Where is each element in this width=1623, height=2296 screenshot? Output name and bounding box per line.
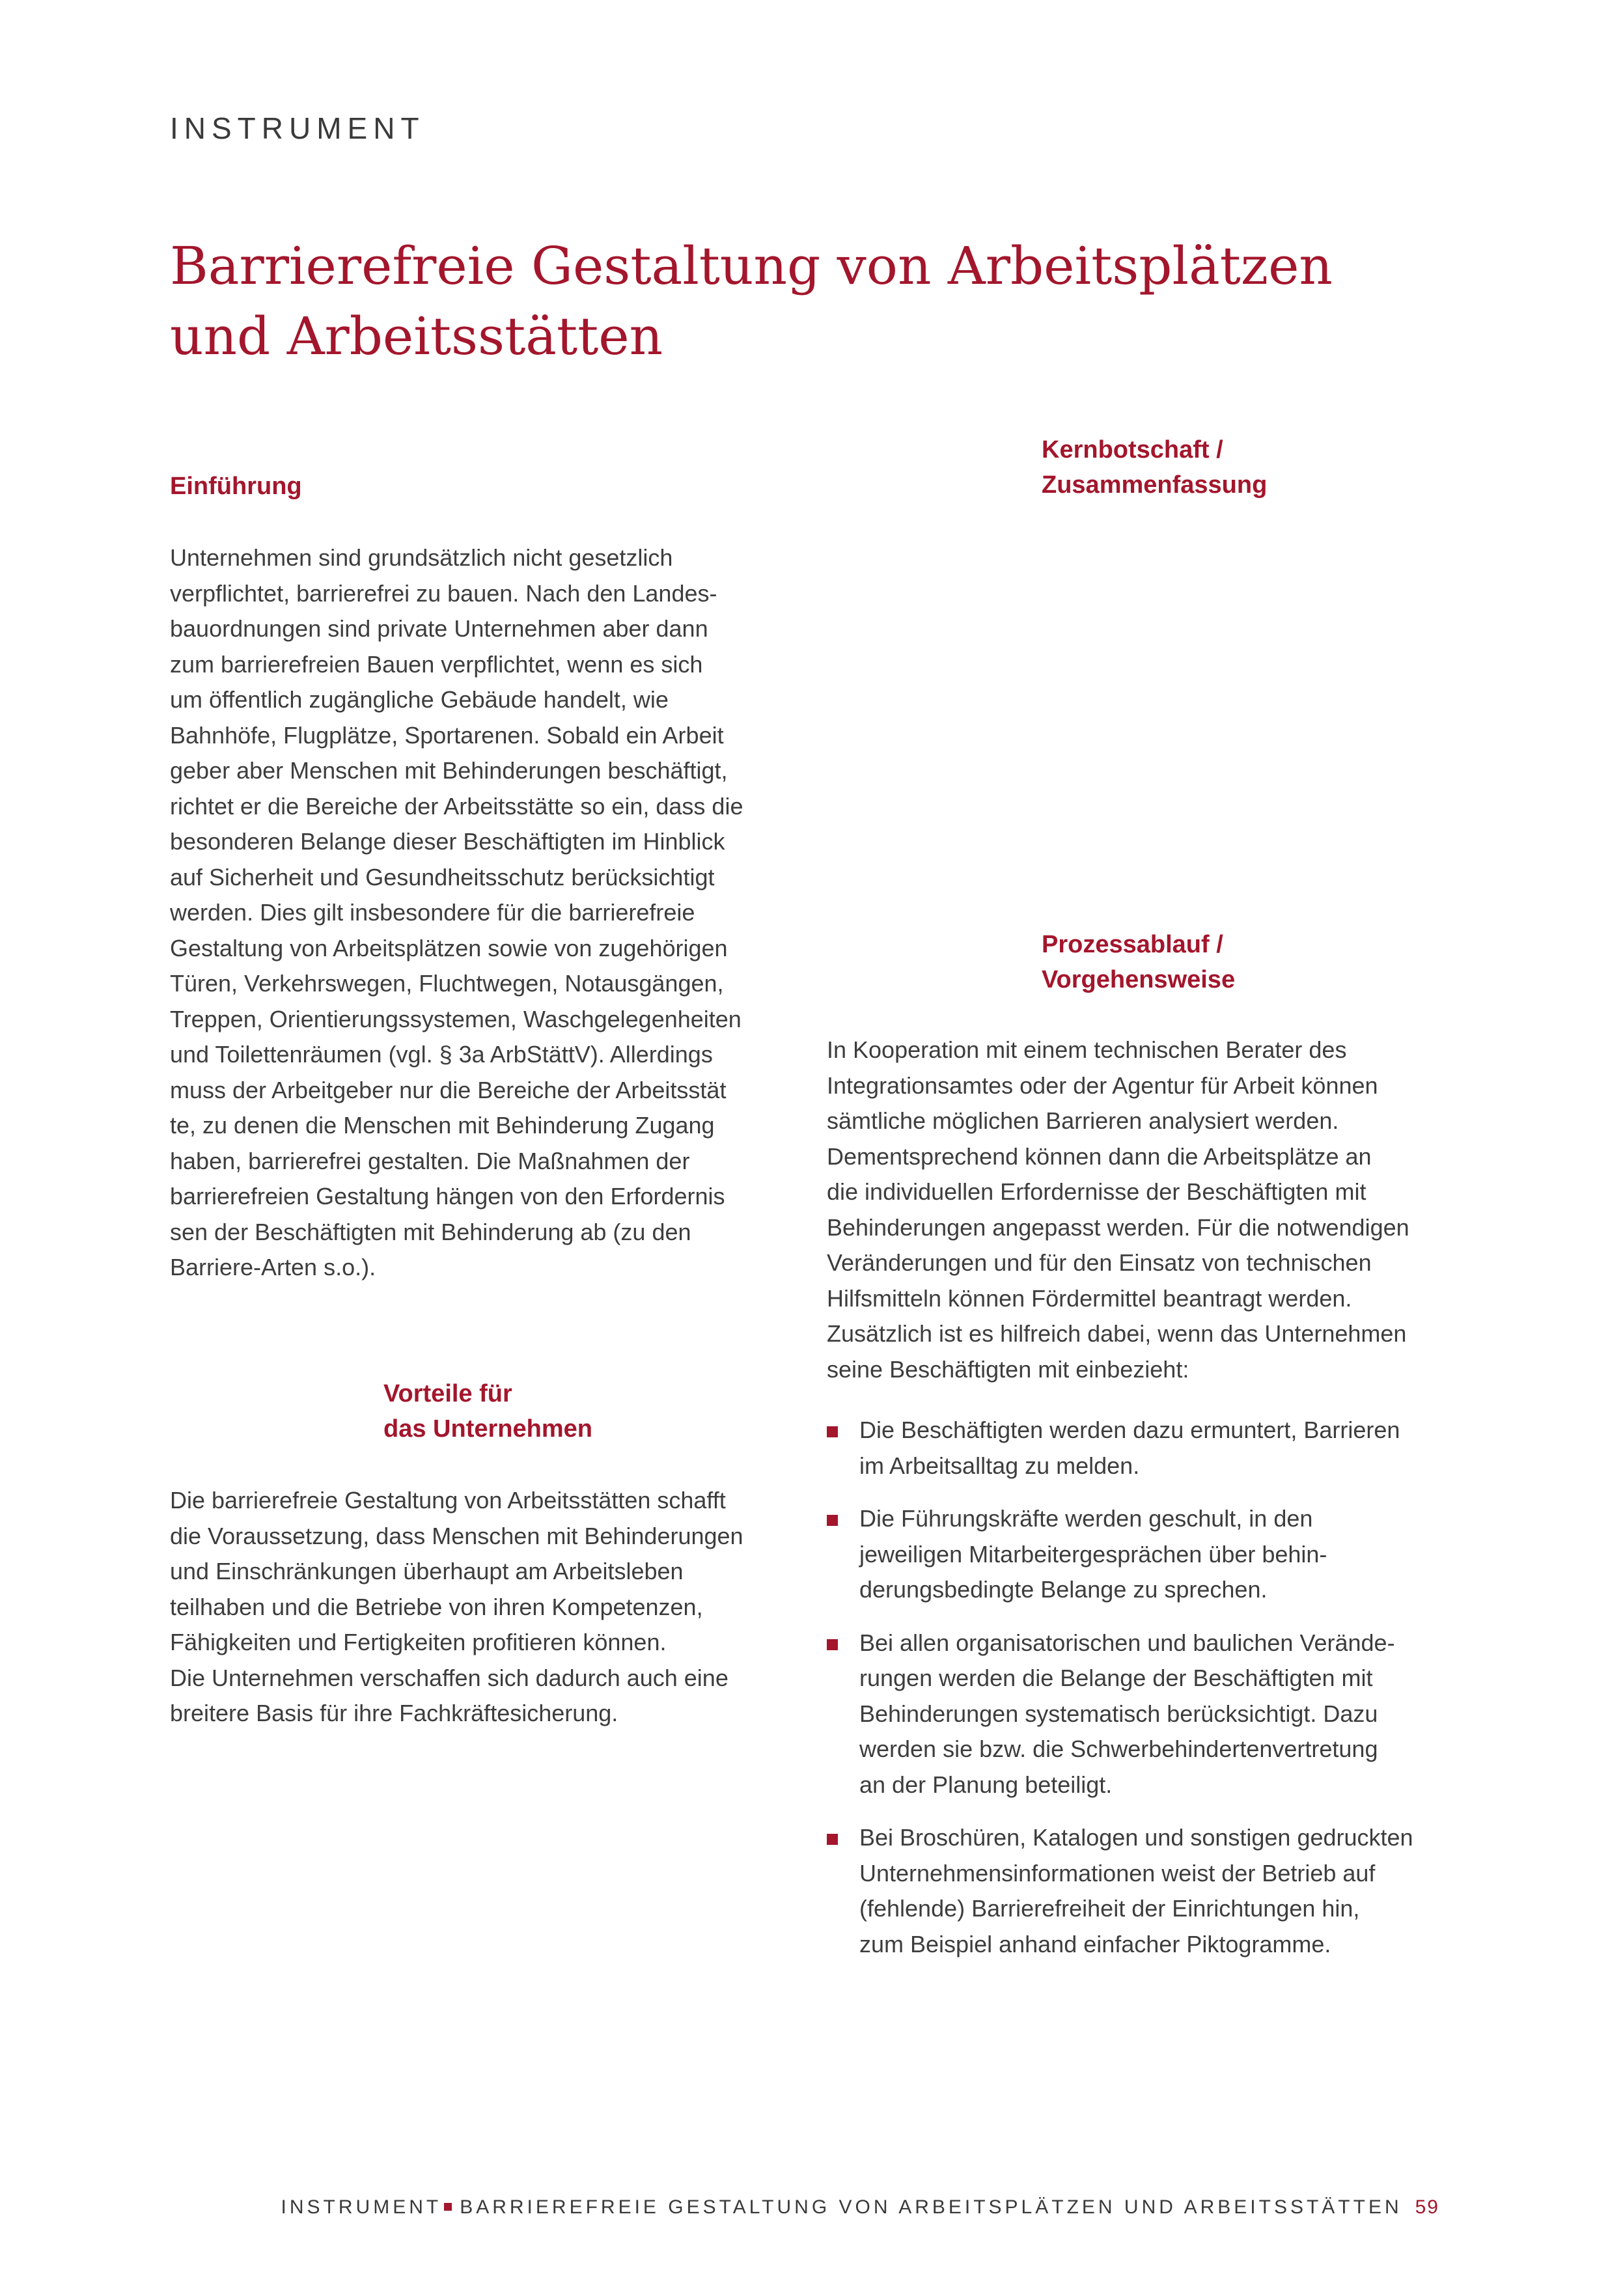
text-line: und Toilettenräumen (vgl. § 3a ArbStättV). Allerdings [170,1041,713,1068]
text-line: sen der Beschäftigten mit Behinderung ab (zu den [170,1218,691,1245]
core-message-heading-line: Kernbotschaft / [1042,436,1223,463]
text-line: Türen, Verkehrswegen, Fluchtwegen, Notausgängen, [170,970,724,997]
text-line: Bei allen organisatorischen und baulichen Verände- [859,1629,1395,1656]
text-line: zum Beispiel anhand einfacher Piktogramme. [859,1930,1331,1957]
text-line: Barriere-Arten s.o.). [170,1254,376,1280]
square-bullet-icon [827,1834,838,1845]
core-message-heading-line: Zusammenfassung [1042,471,1268,499]
text-line: werden. Dies gilt insbesondere für die barrierefreie [170,899,695,926]
text-line: bauordnungen sind private Unternehmen aber dann [170,615,708,642]
text-line: die Voraussetzung, dass Menschen mit Behinderungen [170,1522,743,1549]
text-line: werden sie bzw. die Schwerbehindertenvertretung [859,1736,1378,1762]
text-line: besonderen Belange dieser Beschäftigten im Hinblick [170,828,725,855]
text-line: Die Beschäftigten werden dazu ermuntert, Barrieren [859,1417,1400,1443]
text-line: verpflichtet, barrierefrei zu bauen. Nach den Landes- [170,579,717,607]
process-bullet-list [827,1413,1478,1980]
text-line: Hilfsmitteln können Fördermittel beantragt werden. [827,1284,1352,1312]
text-line: Zusätzlich ist es hilfreich dabei, wenn das Unternehmen [827,1320,1407,1347]
text-line: auf Sicherheit und Gesundheitsschutz berücksichtigt [170,863,715,891]
text-line: Behinderungen systematisch berücksichtigt. Dazu [859,1700,1378,1727]
list-item [827,1413,1478,1484]
process-heading-line: Vorgehensweise [1042,966,1236,993]
square-bullet-icon [827,1639,838,1650]
text-line: Bahnhöfe, Flugplätze, Sportarenen. Sobald ein Arbeit [170,721,724,749]
text-line: Die Führungskräfte werden geschult, in den [859,1505,1313,1532]
list-item [827,1625,1478,1803]
text-line: um öffentlich zugängliche Gebäude handelt, wie [170,686,669,713]
intro-paragraph [170,540,743,1286]
text-line: breitere Basis für ihre Fachkräftesicherung. [170,1700,618,1726]
text-line: In Kooperation mit einem technischen Berater des [827,1036,1347,1063]
text-line: zum barrierefreien Bauen verpflichtet, wenn es sich [170,650,703,678]
advantages-heading [383,1376,592,1446]
square-separator-icon [444,2203,452,2211]
section-label: INSTRUMENT [170,111,425,145]
text-line: barrierefreien Gestaltung hängen von den Erfordernis [170,1183,725,1210]
core-message-heading [1042,432,1267,503]
text-line: muss der Arbeitgeber nur die Bereiche der Arbeitsstät [170,1076,727,1103]
text-line: Unternehmen sind grundsätzlich nicht gesetzlich [170,544,673,571]
text-line: Treppen, Orientierungssystemen, Waschgelegenheiten [170,1005,742,1032]
process-paragraph [827,1032,1409,1387]
text-line: Gestaltung von Arbeitsplätzen sowie von zugehörigen [170,934,728,961]
text-line: Behinderungen angepasst werden. Für die notwendigen [827,1213,1409,1241]
page-footer [281,2196,1439,2219]
intro-heading: Einführung [170,473,302,500]
process-heading-line: Prozessablauf / [1042,931,1223,958]
text-line: geber aber Menschen mit Behinderungen beschäftigt, [170,757,728,784]
footer-title: BARRIEREFREIE GESTALTUNG VON ARBEITSPLÄTZEN UND ARBEITSSTÄTTEN [460,2196,1402,2218]
text-line: Die barrierefreie Gestaltung von Arbeitsstätten schafft [170,1487,726,1514]
list-item [827,1501,1478,1608]
text-line: Fähigkeiten und Fertigkeiten profitieren können. [170,1629,667,1655]
list-item [827,1820,1478,1962]
footer-section-label: INSTRUMENT [281,2196,442,2218]
text-line: rungen werden die Belange der Beschäftigten mit [859,1665,1373,1691]
text-line: jeweiligen Mitarbeitergesprächen über behin- [859,1540,1327,1568]
text-line: richtet er die Bereiche der Arbeitsstätte so ein, dass die [170,792,743,820]
text-line: und Einschränkungen überhaupt am Arbeitsleben [170,1558,684,1584]
text-line: te, zu denen die Menschen mit Behinderung Zugang [170,1112,715,1139]
text-line: Integrationsamtes oder der Agentur für Arbeit können [827,1072,1378,1099]
text-line: seine Beschäftigten mit einbezieht: [827,1355,1189,1383]
text-line: haben, barrierefrei gestalten. Die Maßnahmen der [170,1147,690,1174]
text-line: Veränderungen und für den Einsatz von technischen [827,1249,1372,1276]
page-number: 59 [1415,2196,1439,2218]
text-line: teilhaben und die Betriebe von ihren Kompetenzen, [170,1593,703,1620]
page-title-line: Barrierefreie Gestaltung von Arbeitsplätzen [170,236,1333,296]
square-bullet-icon [827,1426,838,1437]
text-line: die individuellen Erfordernisse der Beschäftigten mit [827,1178,1366,1205]
text-line: Unternehmensinformationen weist der Betrieb auf [859,1859,1376,1887]
text-line: Dementsprechend können dann die Arbeitsplätze an [827,1142,1372,1170]
text-line: sämtliche möglichen Barrieren analysiert werden. [827,1107,1339,1134]
advantages-heading-line: das Unternehmen [383,1415,592,1443]
text-line: Bei Broschüren, Katalogen und sonstigen gedruckten [859,1824,1413,1851]
page-title [170,231,1407,372]
text-line: Die Unternehmen verschaffen sich dadurch auch eine [170,1664,728,1691]
page-title-line: und Arbeitsstätten [170,306,663,367]
text-line: derungsbedingte Belange zu sprechen. [859,1576,1268,1603]
text-line: im Arbeitsalltag zu melden. [859,1452,1140,1479]
text-line: an der Planung beteiligt. [859,1771,1113,1798]
advantages-paragraph [170,1483,743,1732]
text-line: (fehlende) Barrierefreiheit der Einrichtungen hin, [859,1895,1360,1922]
advantages-heading-line: Vorteile für [383,1380,512,1407]
square-bullet-icon [827,1515,838,1526]
process-heading [1042,927,1235,997]
